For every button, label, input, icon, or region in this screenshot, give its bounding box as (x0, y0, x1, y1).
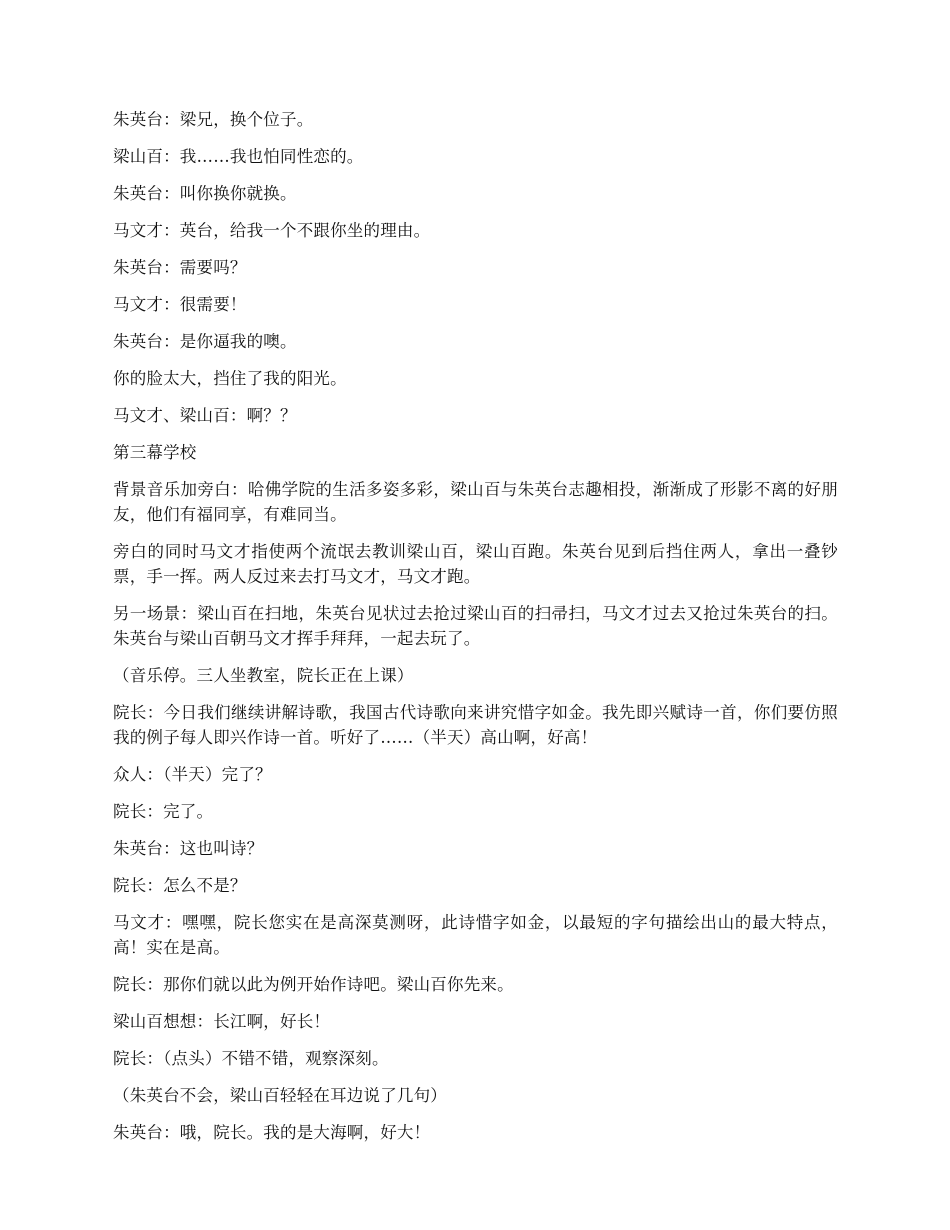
paragraph-9: 马文才、梁山百：啊？？ (113, 406, 297, 425)
paragraph-2: 梁山百：我……我也怕同性恋的。 (113, 147, 364, 166)
paragraph-17: 院长：完了。 (113, 802, 214, 821)
paragraph-5: 朱英台：需要吗？ (113, 258, 247, 277)
paragraph-14: （音乐停。三人坐教室，院长正在上课） (113, 666, 414, 685)
paragraph-19: 院长：怎么不是？ (113, 876, 247, 895)
paragraph-11: 背景音乐加旁白：哈佛学院的生活多姿多彩，梁山百与朱英台志趣相投，渐渐成了形影不离的好朋友，他们有福同享，有难同当。 (113, 480, 838, 524)
paragraph-16: 众人：（半天）完了？ (113, 765, 272, 784)
paragraph-4: 马文才：英台，给我一个不跟你坐的理由。 (113, 221, 431, 240)
paragraph-20: 马文才：嘿嘿，院长您实在是高深莫测呀，此诗惜字如金，以最短的字句描绘出山的最大特点，高！实在是高。 (113, 913, 838, 957)
paragraph-3: 朱英台：叫你换你就换。 (113, 184, 297, 203)
paragraph-8: 你的脸太大，挡住了我的阳光。 (113, 369, 347, 388)
paragraph-24: （朱英台不会，梁山百轻轻在耳边说了几句） (113, 1086, 447, 1105)
paragraph-18: 朱英台：这也叫诗？ (113, 839, 264, 858)
paragraph-12: 旁白的同时马文才指使两个流氓去教训梁山百，梁山百跑。朱英台见到后挡住两人，拿出一叠钞票，手一挥。两人反过来去打马文才，马文才跑。 (113, 542, 838, 586)
paragraph-15: 院长：今日我们继续讲解诗歌，我国古代诗歌向来讲究惜字如金。我先即兴赋诗一首，你们要仿照我的例子每人即兴作诗一首。听好了……（半天）高山啊，好高！ (113, 703, 838, 747)
scene-heading: 第三幕学校 (113, 443, 197, 462)
paragraph-21: 院长：那你们就以此为例开始作诗吧。梁山百你先来。 (113, 975, 514, 994)
paragraph-7: 朱英台：是你逼我的噢。 (113, 332, 297, 351)
paragraph-23: 院长：（点头）不错不错，观察深刻。 (113, 1049, 389, 1068)
paragraph-1: 朱英台：梁兄，换个位子。 (113, 110, 314, 129)
paragraph-22: 梁山百想想：长江啊，好长！ (113, 1012, 331, 1031)
paragraph-13: 另一场景：梁山百在扫地，朱英台见状过去抢过梁山百的扫帚扫，马文才过去又抢过朱英台的扫。朱英台与梁山百朝马文才挥手拜拜，一起去玩了。 (113, 604, 838, 648)
paragraph-6: 马文才：很需要！ (113, 295, 247, 314)
paragraph-25: 朱英台：哦，院长。我的是大海啊，好大！ (113, 1123, 431, 1142)
